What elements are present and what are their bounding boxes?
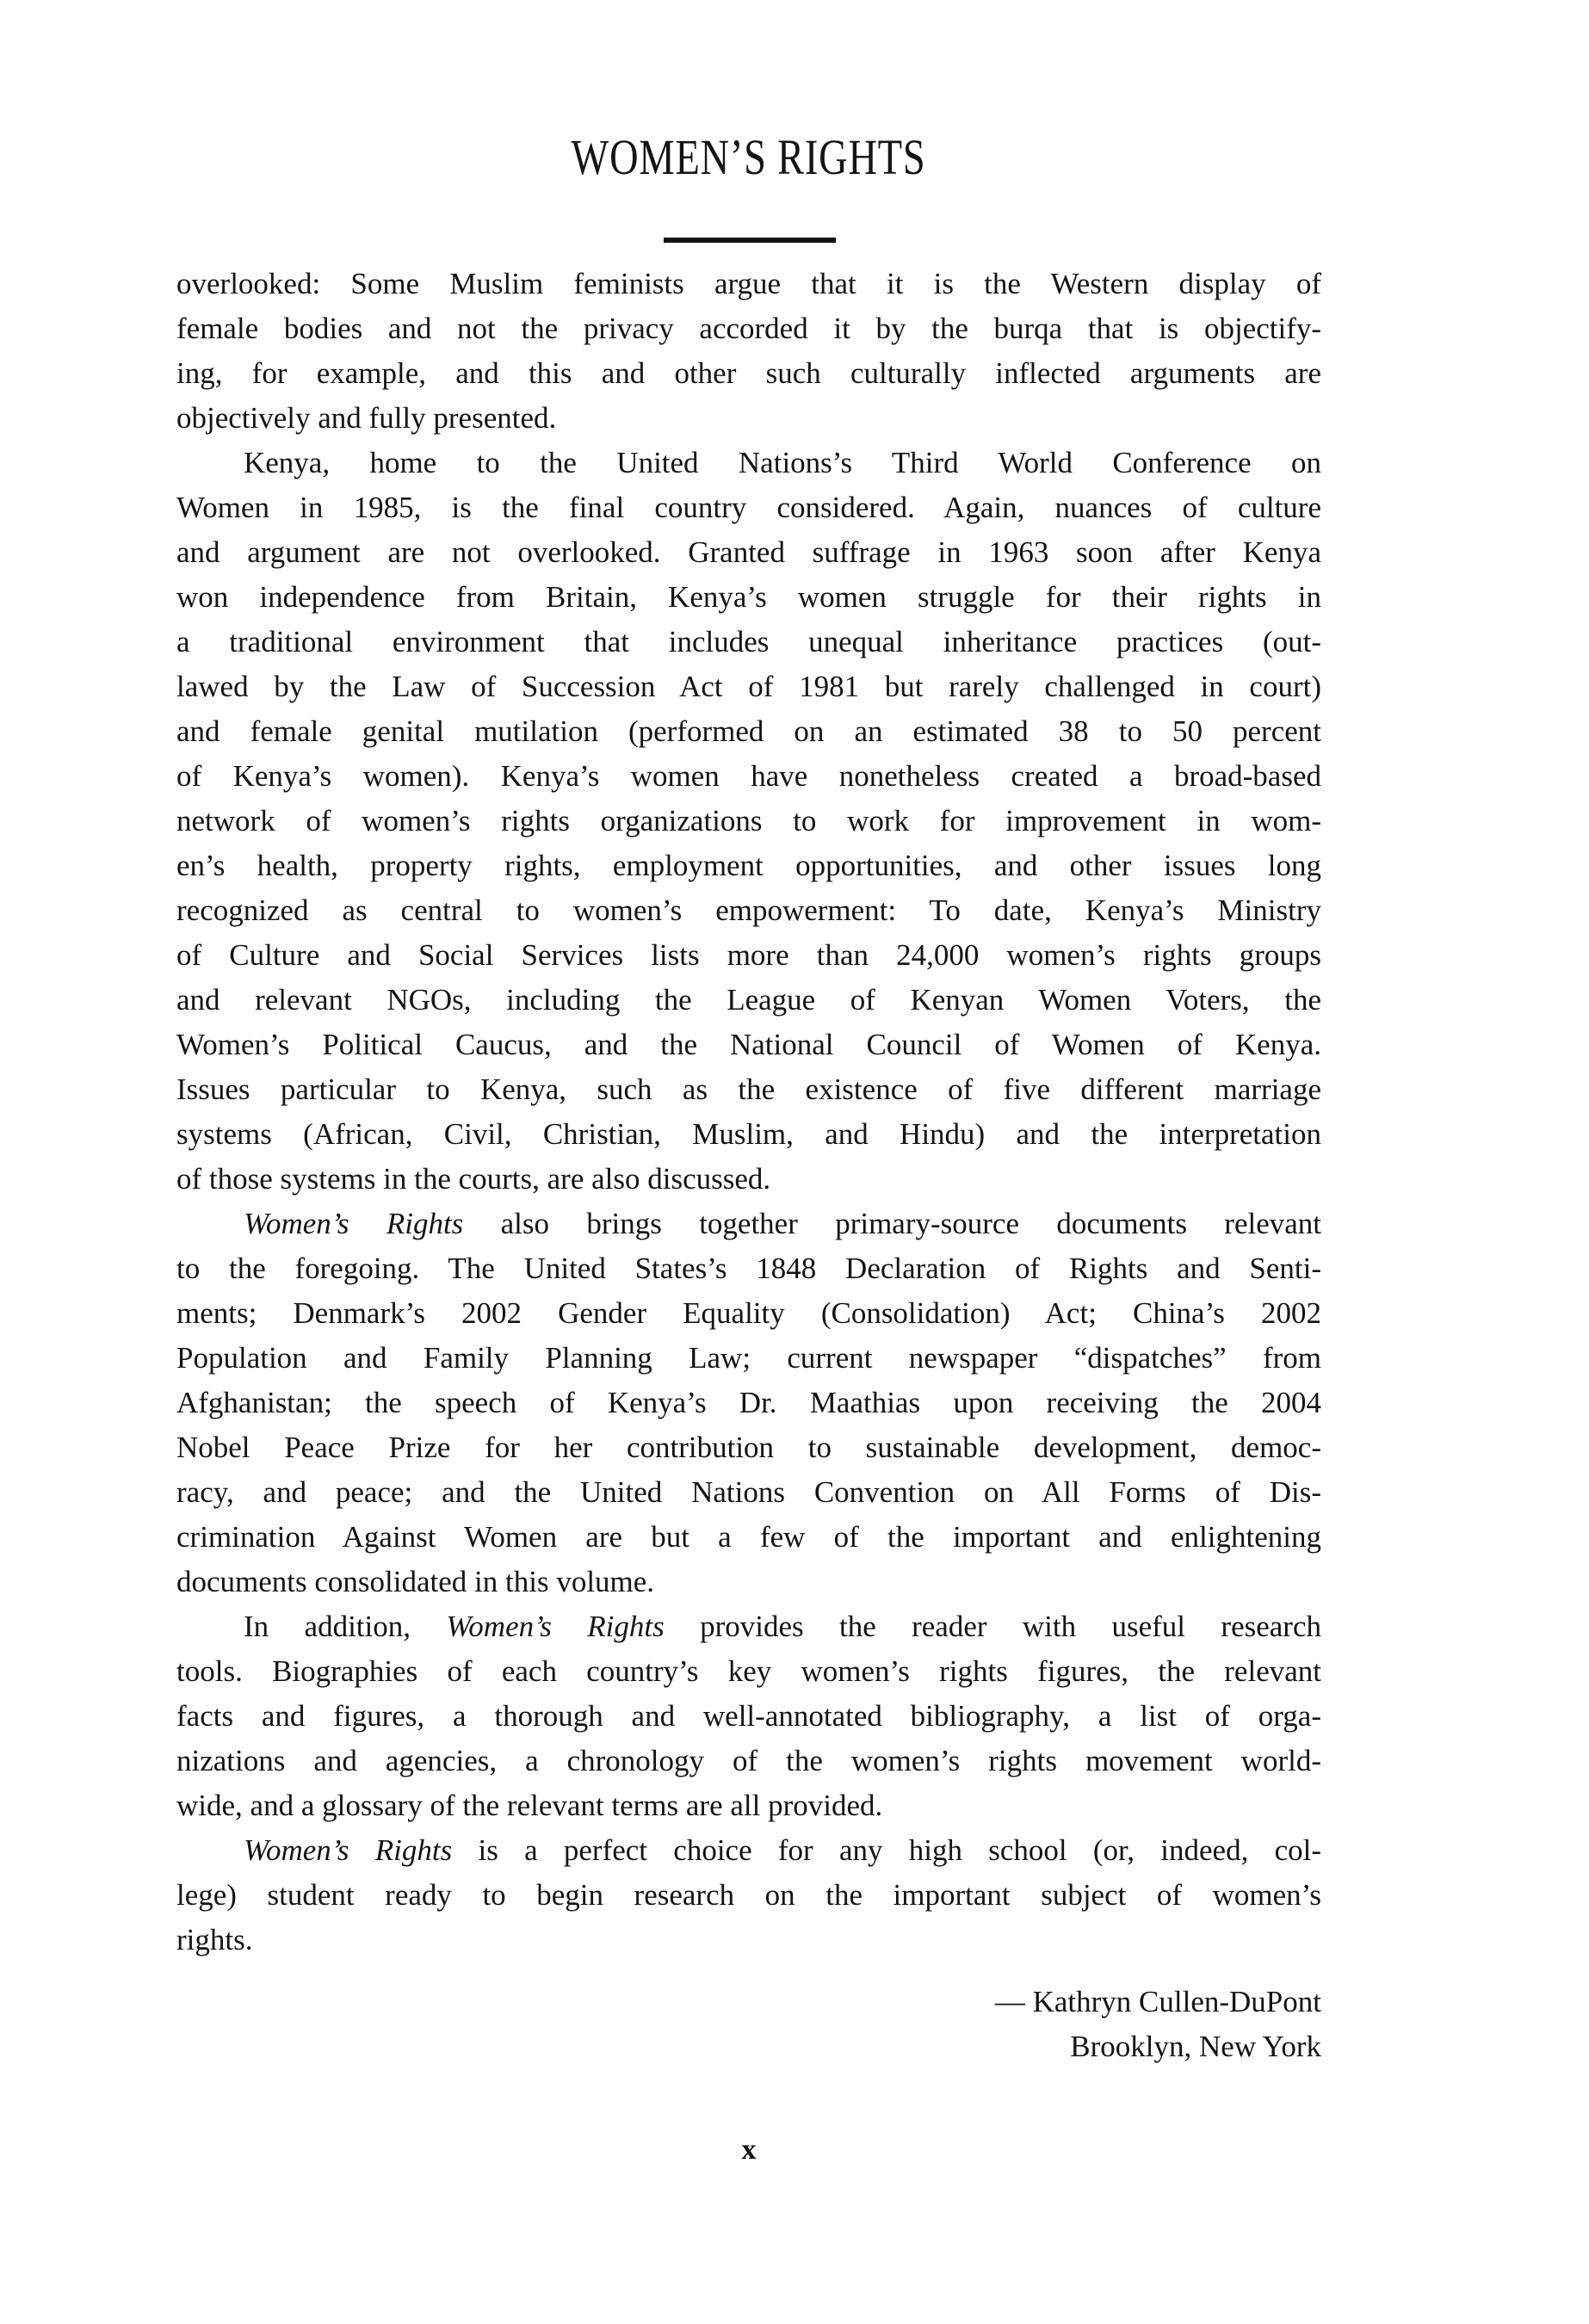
book-title-italic: Women’s Rights (244, 1207, 464, 1240)
text-line (176, 1873, 1321, 1918)
text-line (176, 262, 1321, 306)
text-line (176, 1381, 1321, 1425)
text-line (176, 396, 1321, 441)
text-segment: ments; Denmark’s 2002 Gender Equality (Consolidation) Act; China’s 2002 (176, 1296, 1321, 1330)
text-line (176, 1112, 1321, 1157)
text-line (176, 709, 1321, 754)
text-line (176, 1336, 1321, 1381)
paragraph (176, 1604, 1321, 1828)
text-segment: lawed by the Law of Succession Act of 1981 but rarely challenged in court) (176, 670, 1321, 703)
text-segment: Population and Family Planning Law; current newspaper “dispatches” from (176, 1341, 1321, 1375)
text-line (176, 1425, 1321, 1470)
text-segment: Nobel Peace Prize for her contribution to sustainable development, democ- (176, 1431, 1321, 1464)
text-segment: crimination Against Women are but a few of the important and enlightening (176, 1520, 1321, 1554)
text-line (176, 1739, 1321, 1783)
text-line (176, 1202, 1321, 1246)
author-location: Brooklyn, New York (1070, 2030, 1321, 2063)
text-line (176, 441, 1321, 485)
text-segment: Women in 1985, is the final country considered. Again, nuances of culture (176, 491, 1321, 524)
text-segment: en’s health, property rights, employment opportunities, and other issues long (176, 849, 1321, 882)
text-segment: recognized as central to women’s empowerment: To date, Kenya’s Ministry (176, 893, 1321, 927)
text-line (176, 933, 1321, 978)
text-segment: nizations and agencies, a chronology of the women’s rights movement world- (176, 1744, 1321, 1777)
paragraph (176, 441, 1321, 1202)
text-segment: and female genital mutilation (performed on an estimated 38 to 50 percent (176, 714, 1321, 748)
text-line (176, 754, 1321, 799)
text-line (176, 1023, 1321, 1067)
body-text (176, 262, 1321, 1962)
text-line (176, 1649, 1321, 1694)
text-line (176, 351, 1321, 396)
text-segment: Kenya, home to the United Nations’s Third World Conference on (244, 446, 1321, 479)
text-line (176, 1246, 1321, 1291)
page-title (176, 129, 1321, 199)
text-segment: Afghanistan; the speech of Kenya’s Dr. Maathias upon receiving the 2004 (176, 1386, 1321, 1419)
text-segment: and relevant NGOs, including the League of Kenyan Women Voters, the (176, 983, 1321, 1017)
text-line (176, 664, 1321, 709)
text-line (176, 530, 1321, 575)
text-segment: systems (African, Civil, Christian, Muslim, and Hindu) and the interpretation (176, 1117, 1321, 1151)
text-segment: of Culture and Social Services lists more than 24,000 women’s rights groups (176, 938, 1321, 972)
text-segment: a traditional environment that includes unequal inheritance practices (out- (176, 625, 1321, 658)
text-segment: Issues particular to Kenya, such as the existence of five different marriage (176, 1072, 1321, 1106)
text-segment: is a perfect choice for any high school (or, indeed, col- (452, 1833, 1321, 1867)
signature-block (176, 1980, 1321, 2069)
text-segment: ing, for example, and this and other such culturally inflected arguments are (176, 356, 1321, 390)
text-line (176, 1515, 1321, 1560)
text-segment: documents consolidated in this volume. (176, 1565, 655, 1598)
text-segment: provides the reader with useful research (664, 1610, 1321, 1643)
text-line (176, 1157, 1321, 1202)
text-segment: wide, and a glossary of the relevant terms are all provided. (176, 1789, 883, 1822)
text-line (176, 799, 1321, 844)
text-segment: to the foregoing. The United States’s 1848 Declaration of Rights and Senti- (176, 1252, 1321, 1285)
text-segment: of those systems in the courts, are also discussed. (176, 1162, 771, 1196)
text-line (176, 1694, 1321, 1739)
text-segment: racy, and peace; and the United Nations Convention on All Forms of Dis- (176, 1475, 1321, 1509)
page-number: x (741, 2134, 757, 2166)
text-segment: lege) student ready to begin research on the important subject of women’s (176, 1878, 1321, 1912)
text-segment: rights. (176, 1923, 253, 1956)
text-line (176, 1560, 1321, 1604)
page-title-text: WOMEN’S RIGHTS (571, 129, 927, 185)
text-line (176, 620, 1321, 664)
text-line (176, 306, 1321, 351)
text-line (176, 485, 1321, 530)
book-title-italic: Women’s Rights (244, 1833, 453, 1867)
text-segment: network of women’s rights organizations to work for improvement in wom- (176, 804, 1321, 838)
text-line (176, 1067, 1321, 1112)
author-signature: — Kathryn Cullen-DuPont (994, 1985, 1321, 2018)
text-segment: facts and figures, a thorough and well-annotated bibliography, a list of orga- (176, 1699, 1321, 1733)
paragraph (176, 1828, 1321, 1962)
text-line (176, 1470, 1321, 1515)
text-line (176, 1918, 1321, 1962)
text-segment: female bodies and not the privacy accorded it by the burqa that is objectify- (176, 312, 1321, 345)
text-line (176, 1604, 1321, 1649)
paragraph (176, 262, 1321, 441)
text-line (176, 978, 1321, 1023)
text-line (176, 1291, 1321, 1336)
book-title-italic: Women’s Rights (446, 1610, 665, 1643)
text-line (176, 844, 1321, 888)
text-segment: also brings together primary-source documents relevant (463, 1207, 1321, 1240)
text-segment: won independence from Britain, Kenya’s women struggle for their rights in (176, 580, 1321, 614)
text-line (176, 1783, 1321, 1828)
text-line (176, 575, 1321, 620)
text-segment: tools. Biographies of each country’s key women’s rights figures, the relevant (176, 1654, 1321, 1688)
paragraph (176, 1202, 1321, 1604)
text-line (176, 1828, 1321, 1873)
text-segment: In addition, (244, 1610, 447, 1643)
text-line (176, 888, 1321, 933)
title-rule-divider (664, 238, 836, 243)
text-segment: of Kenya’s women). Kenya’s women have nonetheless created a broad-based (176, 759, 1321, 793)
text-segment: and argument are not overlooked. Granted suffrage in 1963 soon after Kenya (176, 535, 1321, 569)
text-segment: overlooked: Some Muslim feminists argue that it is the Western display of (176, 267, 1321, 300)
text-segment: objectively and fully presented. (176, 401, 557, 435)
text-segment: Women’s Political Caucus, and the National Council of Women of Kenya. (176, 1028, 1321, 1061)
